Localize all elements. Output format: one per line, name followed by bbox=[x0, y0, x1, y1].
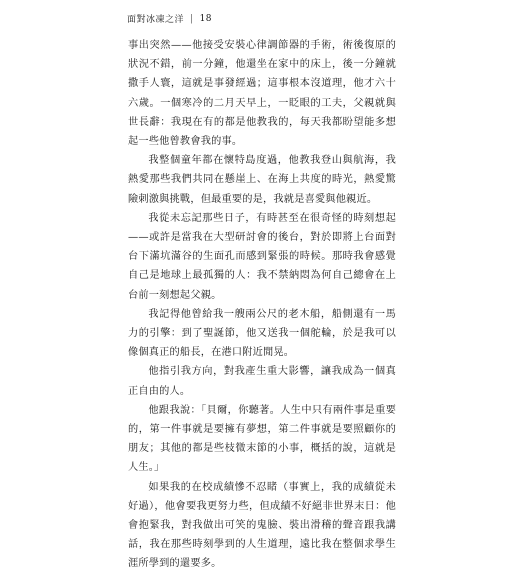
page-number: 18 bbox=[199, 13, 213, 24]
page-body bbox=[128, 36, 396, 574]
book-title: 面對冰凍之洋 bbox=[127, 15, 185, 25]
running-header bbox=[127, 12, 212, 25]
paragraph: 我從未忘記那些日子，有時甚至在很奇怪的時刻想起——或許是當我在大型研討會的後台，對於即將上台面對台下滿坑滿谷的生面孔而感到緊張的時候。那時我會感覺自己是地球上最孤獨的人：我不禁納悶為何自己總會在上台前一刻想起父親。 bbox=[128, 212, 396, 301]
paragraph: 如果我的在校成績慘不忍睹（事實上，我的成績從未好過），他會要我更努力些，但成績不好絕非世界末日：他會抱緊我，對我做出可笑的鬼臉、裝出滑稽的聲音跟我講話，我在那些時刻學到的人生道理，遠比我在整個求學生涯所學到的還要多。 bbox=[128, 481, 396, 570]
paragraph: 他指引我方向，對我產生重大影響，讓我成為一個真正自由的人。 bbox=[128, 366, 396, 397]
paragraph: 我整個童年都在懷特島度過，他教我登山與航海，我熱愛那些我們共同在懸崖上、在海上共度的時光，熱愛驚險刺激與挑戰，但最重要的是，我就是喜愛與他親近。 bbox=[128, 155, 396, 205]
paragraph: 我記得他曾給我一艘兩公尺的老木船，船側還有一馬力的引擎：到了聖誕節，他又送我一個舵輪，於是我可以像個真正的船長，在港口附近閒晃。 bbox=[128, 308, 396, 359]
paragraph: 他跟我說：「貝爾，你聽著。人生中只有兩件事是重要的，第一件事就是要擁有夢想，第二件事就是要照顧你的朋友；其他的都是些枝微末節的小事，概括的說，這就是人生。」 bbox=[128, 404, 396, 474]
paragraph: 事出突然——他接受安裝心律調節器的手術，術後復原的狀況不錯，前一分鐘，他還坐在家中的床上，後一分鐘就撒手人寰，這就是事發經過；這事根本沒道理，他才六十六歲。一個寒冷的二月天早上，一眨眼的工夫，父親就與世長辭：我現在有的都是他教我的，每天我都盼望能多想起一些他曾教會我的事。 bbox=[128, 40, 396, 148]
header-separator: | bbox=[190, 13, 194, 24]
